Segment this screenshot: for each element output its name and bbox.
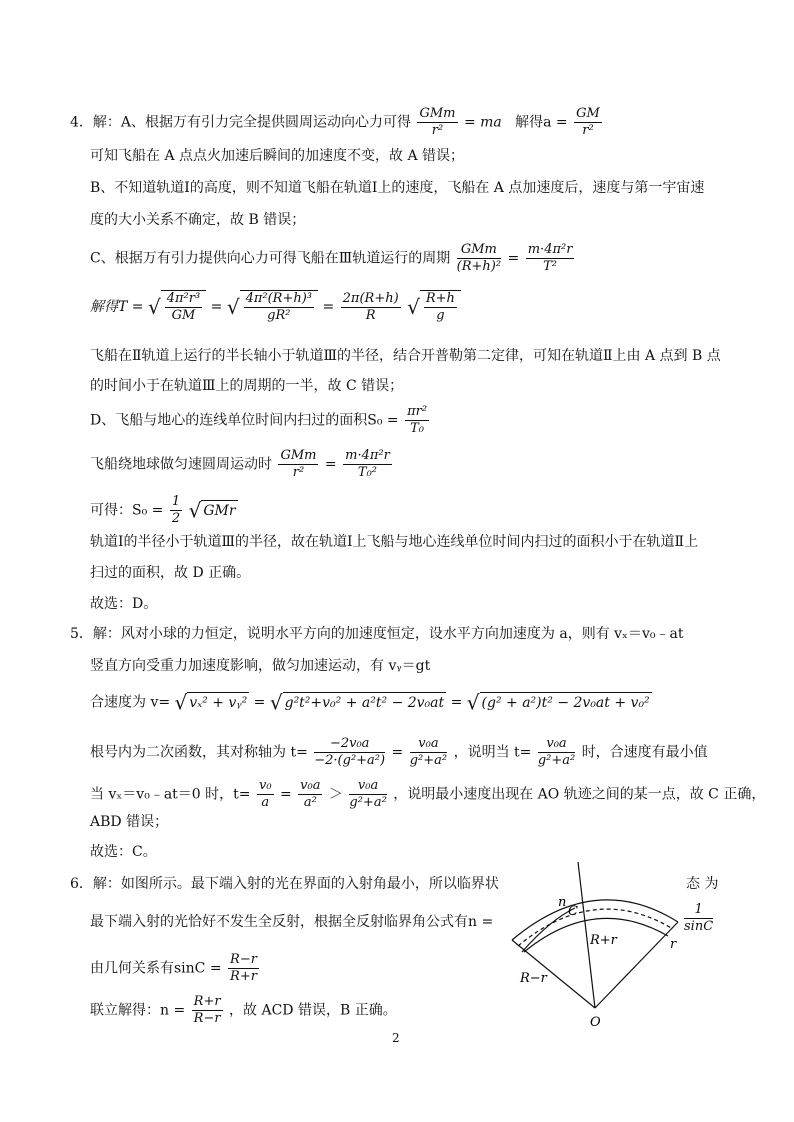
q5-text: ，说明当 t=: [453, 744, 532, 761]
q4-line10: 飞船绕地球做匀速圆周运动时 $\frac{\text{GMm}}{\text{r²}}$ = $\frac{\text{m·4π²r}}{\text{T₀²}}$: [90, 448, 390, 480]
q4-text: 飞船绕地球做匀速圆周运动时: [90, 456, 272, 473]
radicand: g²t²+v₀² + a²t² − 2v₀at: [283, 692, 447, 713]
q4-text: 可得：S₀ =: [90, 502, 164, 519]
q5-text: 当 vₓ＝v₀﹣at＝0 时，t=: [90, 786, 251, 803]
fraction: $\frac{\text{4π²(R+h)³}}{\text{gR²}}$: [245, 291, 313, 323]
q6-line2: 最下端入射的光恰好不发生全反射，根据全反射临界角公式有n =: [90, 914, 494, 930]
page-number: 2: [392, 1031, 400, 1045]
fraction: $\frac{\text{v₀a}}{\text{g²+a²}}$: [409, 736, 448, 768]
fraction: $\frac{\text{v₀a}}{\text{a²}}$: [300, 778, 321, 810]
q6-text: 联立解得：n =: [90, 1002, 186, 1019]
equation-text: = ma: [463, 114, 502, 131]
q4-line9: [90, 404, 431, 437]
q5-line1: 5．解：风对小球的力恒定，说明水平方向的加速度恒定，设水平方向加速度为 a，则有 vₓ＝v₀﹣at: [70, 626, 684, 642]
label-n: n: [558, 895, 567, 910]
q4-text: C、根据万有引力提供向心力可得飞船在Ⅲ轨道运行的周期: [90, 250, 451, 267]
label-C: C: [568, 904, 578, 919]
radicand: vₓ² + vᵧ²: [187, 692, 249, 713]
optics-diagram: [500, 860, 690, 1035]
q4-line2: 可知飞船在 A 点点火加速后瞬间的加速度不变，故 A 错误；: [90, 148, 465, 164]
fraction: $\frac{\text{GMm}}{\text{(R+h)²}}$: [456, 242, 502, 274]
q4-solution-label: 解得T =: [90, 299, 144, 315]
q6-text: ，故 ACD 错误，B 正确。: [229, 1002, 397, 1019]
fraction: $\frac{\text{πr²}}{\text{T₀}}$: [407, 404, 428, 436]
q4-line14: 故选：D。: [90, 596, 158, 612]
fraction: $\frac{1}{\sin C}$: [684, 902, 714, 934]
q4-line3: B、不知道轨道Ⅰ的高度，则不知道飞船在轨道Ⅰ上的速度，飞船在 A 点加速度后，速度与第一宇宙速: [90, 180, 705, 196]
q6-line4: [90, 994, 397, 1027]
fraction: $\frac{\text{GMm}}{\text{r²}}$: [419, 106, 456, 138]
q4-line6: 解得T = √ $\frac{\text{4π²r³}}{GM}$ = √ $\frac{\text{4π²(R+h)³}}{\text{gR²}}$ = $\frac{2\pi(R+h)}{R}$ √ $\frac{R+h}{g}$: [90, 290, 461, 324]
q5-line5: 当 vₓ＝v₀﹣at＝0 时，t= $\frac{\text{v₀}}{a}$ = $\frac{\text{v₀a}}{\text{a²}}$ ＞ $\frac{\text{v₀a}}{\text{g²+a²}}$ ，说明最小速度出现在 AO 轨迹之间的某一点，故 C 正确，: [90, 778, 766, 810]
fraction: $\frac{2\pi(R+h)}{R}$: [342, 290, 399, 323]
label-r: r: [670, 937, 677, 952]
q4-line1: [70, 106, 604, 139]
q4-line7: 飞船在Ⅱ轨道上运行的半长轴小于轨道Ⅲ的半径，结合开普勒第二定律，可知在轨道Ⅱ上由 A 点到 B 点: [90, 348, 721, 364]
q5-line7: 故选：C。: [90, 844, 157, 860]
q4-line4: 度的大小关系不确定，故 B 错误；: [90, 212, 306, 228]
q6-line1: 6．解：如图所示。最下端入射的光在界面的入射角最小，所以临界状: [70, 876, 499, 892]
label-O: O: [590, 1015, 601, 1030]
fraction: $\frac{R+h}{g}$: [425, 291, 455, 323]
q4-text: 4．解：A、根据万有引力完全提供圆周运动向心力可得: [70, 114, 412, 131]
fraction: $\frac{R+r}{R-r}$: [193, 994, 221, 1026]
fraction: $\frac{\text{v₀a}}{\text{g²+a²}}$: [537, 736, 576, 768]
q4-line12: 轨道Ⅰ的半径小于轨道Ⅲ的半径，故在轨道Ⅰ上飞船与地心连线单位时间内扫过的面积小于在轨道Ⅱ上: [90, 534, 699, 550]
q6-line1-tail: 态 为: [686, 876, 719, 892]
fraction: $\frac{1}{2}$: [171, 494, 181, 526]
q6-text: 由几何关系有sinC =: [90, 960, 222, 977]
label-R-minus-r: R−r: [520, 971, 547, 986]
label-R-plus-r: R+r: [590, 933, 617, 948]
q4-text: D、飞船与地心的连线单位时间内扫过的面积S₀ =: [90, 412, 399, 429]
q4-solution-label: 解得a =: [515, 114, 568, 131]
q5-text: 根号内为二次函数，其对称轴为 t=: [90, 744, 308, 761]
fraction: $\frac{\text{m·4π²r}}{\text{T₀²}}$: [345, 448, 390, 480]
fraction: $\frac{\text{4π²r³}}{GM}$: [166, 291, 201, 323]
q4-line5: C、根据万有引力提供向心力可得飞船在Ⅲ轨道运行的周期 $\frac{\text{GMm}}{\text{(R+h)²}}$ = $\frac{\text{m·4π²r}}{\text{T²}}$: [90, 242, 573, 274]
q5-text: 合速度为 v=: [90, 694, 171, 711]
fraction: $\frac{\text{GMm}}{\text{r²}}$: [280, 448, 317, 480]
q4-line8: 的时间小于在轨道Ⅲ上的周期的一半，故 C 错误；: [90, 378, 404, 394]
fraction: $\frac{\text{v₀a}}{\text{g²+a²}}$: [349, 778, 387, 810]
q4-line13: 扫过的面积，故 D 正确。: [90, 565, 251, 581]
q5-line2: 竖直方向受重力加速度影响，做匀加速运动，有 vᵧ＝gt: [90, 658, 431, 674]
fraction: $\frac{\text{−2v₀a}}{\text{−2·(g²+a²)}}$: [314, 736, 386, 768]
q5-line6: ABD 错误；: [90, 814, 169, 830]
radicand: (g² + a²)t² − 2v₀at + v₀²: [480, 692, 652, 713]
radicand: GMr: [201, 500, 237, 521]
fraction: $\frac{\text{v₀}}{a}$: [258, 778, 272, 810]
q5-text: 时，合速度有最小值: [581, 744, 708, 761]
fraction: $\frac{GM}{\text{r²}}$: [576, 106, 600, 138]
q6-line3: [90, 952, 261, 985]
q4-line11: 可得：S₀ = $\frac{1}{2}$ √ GMr: [90, 494, 236, 526]
q5-line3: 合速度为 v= √ vₓ² + vᵧ² = √ g²t²+v₀² + a²t² − 2v₀at = √ (g² + a²)t² − 2v₀at + v₀²: [90, 690, 650, 715]
fraction: $\frac{\text{m·4π²r}}{\text{T²}}$: [527, 242, 573, 274]
q5-text: ，说明最小速度出现在 AO 轨迹之间的某一点，故 C 正确，: [393, 786, 766, 803]
q5-line4: 根号内为二次函数，其对称轴为 t= $\frac{\text{−2v₀a}}{\text{−2·(g²+a²)}}$ = $\frac{\text{v₀a}}{\text{g²+a²}}$ ，说明当 t= $\frac{\text{v₀a}}{\text{g²+a²}}$ 时，合速度有最小值: [90, 736, 708, 768]
fraction: $\frac{R-r}{R+r}$: [230, 952, 257, 984]
